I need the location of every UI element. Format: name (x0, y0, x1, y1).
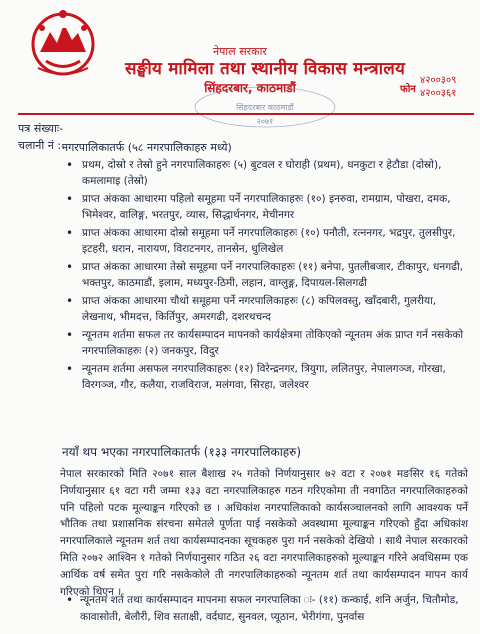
section-heading: नगरपालिकातर्फ (५८ नगरपालिकाहरु मध्ये) (62, 141, 232, 154)
list-item: • प्राप्त अंकका आधारमा दोस्रो समूहमा पर्ने नगरपालिकाहरुः (१०) पनौती, रत्ननगर, भद्रपुर, तुलसीपुर, इटहरी, धरान, नारायण, विराटनगर, तानसेन, धुलिखेल (80, 226, 465, 257)
nepal-emblem-icon (26, 6, 100, 80)
list-item: • प्राप्त अंकका आधारमा चौथो समूहमा पर्ने नगरपालिकाहरुः (८) कपिलवस्तु, खाँदबारी, गुलरीया, लेखनाथ, भीमदत्त, किर्तिपुर, अमरगढी, दशरथचन्द (80, 294, 465, 325)
list-item: • प्राप्त अंकका आधारमा तेस्रो समूहमा पर्ने नगरपालिकाहरुः (११) बनेपा, पुतलीबजार, टीकापुर, धनगढी, भक्तपुर, काठमाडौं, इलाम, मध्यपुर-ठिमी, लहान, वाग्लुङ्ग, दिपायल-सिलगढी (80, 260, 465, 291)
list-item: • प्रथम, दोस्रो र तेस्रो हुने नगरपालिकाहरुः (५) बुटवल र घोराही (प्रथम), धनकुटा र हेटौडा (दोस्रो), कमलामाइ (तेस्रो) (80, 158, 465, 189)
dispatch-number-label: चलानी नं :- (18, 139, 66, 152)
municipality-result-list (80, 158, 465, 396)
phone-numbers (420, 74, 456, 100)
new-municipality-result-list (80, 592, 465, 626)
body-paragraph: नेपाल सरकारको मिति २०७१ साल बैशाख २५ गतेको निर्णयानुसार ७२ वटा र २०७१ मङसिर १६ गतेको निर्णयानुसार ६१ वटा गरी जम्मा १३३ वटा नगरपालिकाहरु गठन गरिएकोमा ती नवगठित नगरपालिकाहरुको पनि पहिलो पटक मूल्याङ्कन गरिएको छ । अधिकांश नगरपालिकाको कार्यसञ्चालनको लागि आवश्यक पर्ने भौतिक तथा प्रशासनिक संरचना समेतले पूर्णता पाई नसकेको अवस्थामा मूल्याङ्कन गरिएको हुँदा अधिकांश नगरपालिकाले न्यूनतम शर्त तथा कार्यसम्पादनका सूचकहरु पुरा गर्न नसकेको देखियो । साथै नेपाल सरकारको मिति २०७२ आश्विन १ गतेको निर्णयानुसार गठित २६ वटा नगरपालिकाहरुको मूल्याङ्कन गरिने अवधिसम्म एक आर्थिक वर्ष समेत पुरा गरि नसकेकोले ती नगरपालिकाहरुको न्यूनतम शर्त तथा कार्यसम्पादन मापन कार्य गरिएको थिएन । (60, 468, 468, 598)
ministry-title: सङ्घीय मामिला तथा स्थानीय विकास मन्त्रालय (124, 59, 406, 79)
list-item: • न्यूनतम शर्तमा सफल तर कार्यसम्पादन मापनको कार्यक्षेत्रमा तोकिएको न्यूनतम अंक प्राप्त गर्न नसकेको नगरपालिकाहरुः (२) जनकपुर, विदुर (80, 328, 465, 359)
list-item: • प्राप्त अंकका आधारमा पहिलो समूहमा पर्ने नगरपालिकाहरुः (१०) इनरुवा, रामग्राम, पोखरा, दमक, भिमेश्वर, वालिङ्ग, भरतपुर, व्यास, सिद्धार्थनगर, मेचीनगर (80, 192, 465, 223)
header-divider (18, 113, 474, 115)
list-item: • न्यूनतम शर्त तथा कार्यसम्पादन मापनमा सफल नगरपालिका ः- (११) कन्काई, शनि अर्जुन, चितौमोड, कावासोती, बेलौरी, शिव सताक्षी, वर्दघाट, सुनवल, प्यूठान, भेरीगंगा, पुनर्वास (80, 592, 465, 626)
office-address: सिंहदरबार, काठमाडौं (204, 81, 296, 95)
government-label: नेपाल सरकार (213, 45, 267, 58)
phone-number: ४२००३०९ (420, 75, 457, 86)
phone-number: ४२००३६१ (420, 88, 457, 99)
reference-number-label: पत्र संख्याः- (18, 122, 64, 135)
section-heading: नयाँ थप भएका नगरपालिकातर्फ (१३३ नगरपालिकाहरु) (62, 445, 302, 459)
svg-text:सिंहदरबार काठमाडौं: सिंहदरबार काठमाडौं (236, 103, 294, 112)
office-stamp (190, 84, 340, 130)
list-item: • न्यूनतम शर्तमा असफल नगरपालिकाहरुः (१२) विरेन्द्रनगर, त्रियुगा, ललितपुर, नेपालगञ्ज, गोरखा, विरगञ्ज, गौर, कलैया, राजविराज, मलंगवा, सिरहा, जलेश्वर (80, 362, 465, 393)
svg-text:२०७१: २०७१ (256, 117, 274, 126)
phone-label: फोन (400, 84, 416, 95)
